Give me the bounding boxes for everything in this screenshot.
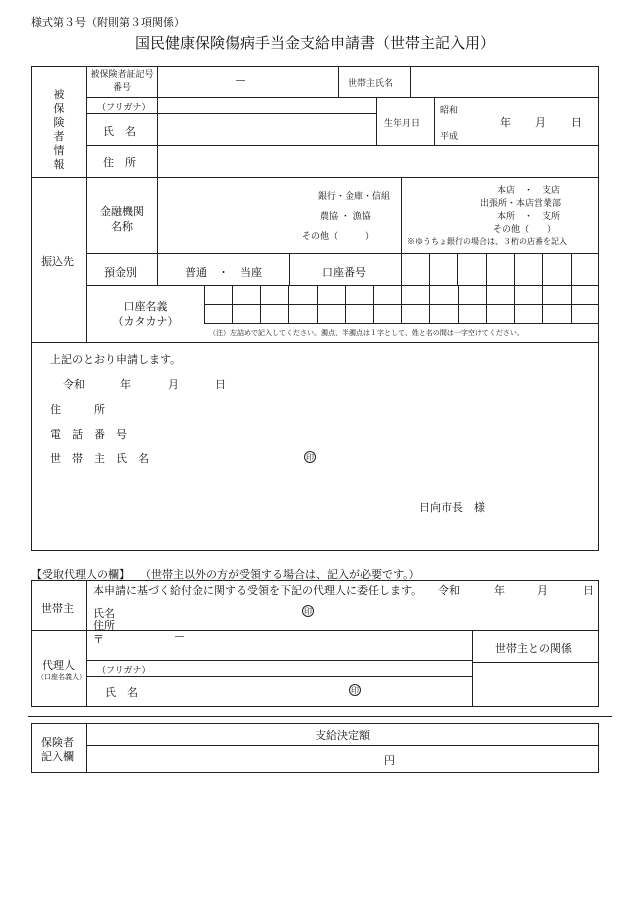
branch-option-1: 本店 ・ 支店	[497, 186, 561, 196]
declaration-phone-label: 電 話 番 号	[50, 428, 127, 441]
page-title: 国民健康保険傷病手当金支給申請書（世帯主記入用）	[134, 34, 495, 52]
yucho-note: ※ゆうちょ銀行の場合は、３桁の店番を記入	[407, 237, 567, 246]
bank-types-1: 銀行・金庫・信組	[318, 192, 391, 202]
addressee: 日向市長 様	[419, 501, 485, 514]
insurer-label: 保険者	[41, 736, 74, 749]
branch-option-4: その他（ ）	[493, 225, 557, 235]
householder-seal-mark: 印	[304, 607, 312, 616]
branch-option-2: 出張所・本店営業部	[480, 199, 562, 209]
birth-month-label: 月	[535, 116, 546, 129]
agent-sublabel: （口座名義人）	[37, 673, 86, 681]
form-number: 様式第３号（附則第３項関係）	[31, 16, 185, 29]
kana-note: （注）左詰めで記入してください。濁点、半濁点は１字として、姓と名の間は一字空けてください。	[209, 329, 524, 337]
agent-householder-label: 世帯主	[41, 602, 74, 615]
declaration-householder-label: 世 帯 主 氏 名	[50, 452, 149, 465]
era-heisei: 平成	[440, 132, 459, 142]
delegation-era: 令和	[438, 584, 460, 597]
furigana-label: （フリガナ）	[97, 103, 151, 113]
declaration-statement: 上記のとおり申請します。	[50, 353, 182, 366]
declaration-day: 日	[215, 378, 226, 391]
delegation-year: 年	[494, 584, 505, 597]
birthdate-label: 生年月日	[384, 119, 421, 129]
account-name-kana-label: （カタカナ）	[112, 315, 179, 328]
deposit-type-label: 預金別	[104, 266, 137, 279]
postal-mark: 〒	[93, 633, 104, 646]
era-showa: 昭和	[440, 106, 459, 116]
branch-option-3: 本所 ・ 支所	[497, 212, 561, 222]
agent-seal-mark: 印	[351, 686, 359, 695]
agent-heading: 【受取代理人の欄】	[31, 568, 130, 581]
declaration-month: 月	[168, 378, 179, 391]
bank-types-3: その他（ ）	[302, 232, 375, 242]
delegation-day: 日	[583, 584, 594, 597]
declaration-address-label: 住 所	[50, 403, 105, 416]
bank-types-2: 農協 ・ 漁協	[320, 212, 371, 222]
declaration-era: 令和	[63, 378, 85, 391]
transfer-section-label: 振込先	[41, 255, 74, 268]
householder-name-label: 世帯主氏名	[348, 79, 394, 89]
deposit-type-options[interactable]: 普通 ・ 当座	[185, 266, 262, 279]
declaration-year: 年	[120, 378, 131, 391]
decided-amount-label: 支給決定額	[315, 729, 370, 742]
postal-dash: ―	[175, 632, 184, 642]
yen-label: 円	[384, 754, 395, 767]
insured-name-label: 氏 名	[103, 125, 136, 138]
insurer-label-field: 記入欄	[41, 750, 74, 763]
birth-year-label: 年	[500, 116, 511, 129]
delegation-text: 本申請に基づく給付金に関する受領を下記の代理人に委任します。	[93, 584, 423, 597]
bank-label: 金融機関	[100, 205, 144, 218]
insured-address-label: 住 所	[103, 156, 136, 169]
account-number-label: 口座番号	[322, 266, 366, 279]
householder-name-field-label: 氏名	[93, 607, 115, 620]
agent-furigana-label: （フリガナ）	[97, 666, 151, 676]
bank-label-name: 名称	[111, 220, 133, 233]
agent-name-label: 氏 名	[105, 686, 138, 699]
account-name-label: 口座名義	[123, 300, 168, 313]
householder-address-field-label: 住所	[93, 619, 115, 632]
seal-mark: 印	[306, 453, 314, 462]
relation-label: 世帯主との関係	[495, 642, 572, 655]
insured-section-label: 被保険者情報	[53, 88, 65, 171]
birth-day-label: 日	[571, 116, 582, 129]
card-number-label: 被保険者証記号番号	[90, 70, 154, 93]
card-number-value[interactable]: ―	[236, 76, 245, 86]
agent-heading-note: （世帯主以外の方が受領する場合は、記入が必要です。）	[140, 568, 420, 581]
agent-label: 代理人	[42, 659, 75, 672]
delegation-month: 月	[537, 584, 548, 597]
